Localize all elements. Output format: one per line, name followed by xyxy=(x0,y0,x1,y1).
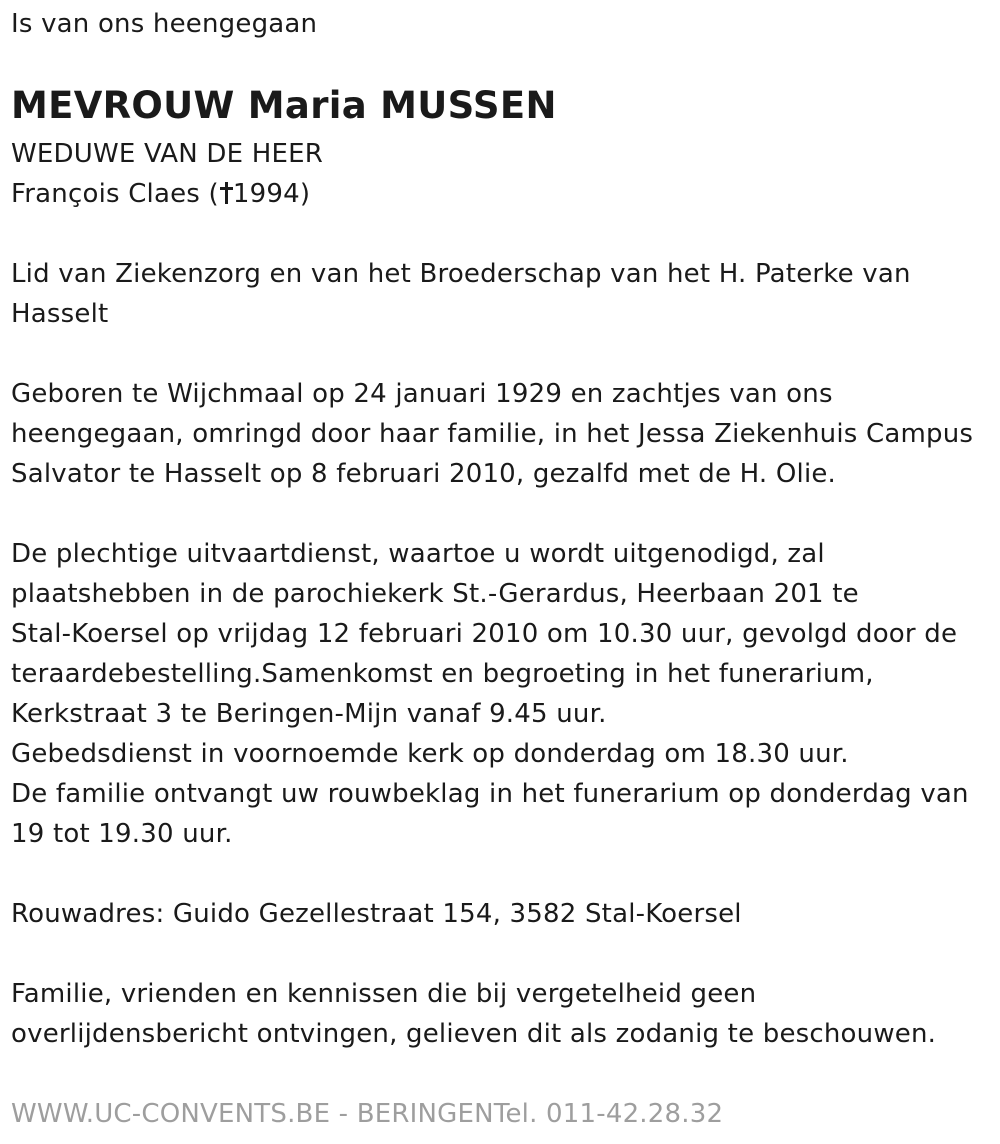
deceased-name: MEVROUW Maria MUSSEN xyxy=(11,84,557,127)
spouse-death-year: 1994) xyxy=(232,179,311,209)
birth-death-line: heengegaan, omringd door haar familie, in het Jessa Ziekenhuis Campus xyxy=(11,419,974,449)
service-line: teraardebestelling.Samenkomst en begroeting in het funerarium, xyxy=(11,659,874,689)
service-line: De familie ontvangt uw rouwbeklag in het funerarium op donderdag van xyxy=(11,779,969,809)
latin-cross-icon xyxy=(220,182,232,204)
service-line: plaatshebben in de parochiekerk St.-Gerardus, Heerbaan 201 te xyxy=(11,579,859,609)
family-note-paragraph xyxy=(11,974,936,1054)
membership-line: Lid van Ziekenzorg en van het Broederschap van het H. Paterke van xyxy=(11,259,911,289)
service-line: De plechtige uitvaartdienst, waartoe u wordt uitgenodigd, zal xyxy=(11,539,825,569)
family-note-line: overlijdensbericht ontvingen, gelieven dit als zodanig te beschouwen. xyxy=(11,1019,937,1049)
family-note-line: Familie, vrienden en kennissen die bij vergetelheid geen xyxy=(11,979,757,1009)
spouse-line xyxy=(11,174,323,214)
mourning-address xyxy=(11,894,742,934)
widow-of-block xyxy=(11,134,323,214)
birth-death-line: Salvator te Hasselt op 8 februari 2010, gezalfd met de H. Olie. xyxy=(11,459,837,489)
membership-line: Hasselt xyxy=(11,299,109,329)
widow-title: WEDUWE VAN DE HEER xyxy=(11,139,323,169)
service-line: 19 tot 19.30 uur. xyxy=(11,819,233,849)
birth-death-line: Geboren te Wijchmaal op 24 januari 1929 en zachtjes van ons xyxy=(11,379,833,409)
spouse-name: François Claes ( xyxy=(11,179,219,209)
birth-death-paragraph xyxy=(11,374,973,494)
footer-contact: WWW.UC-CONVENTS.BE - BERINGENTel. 011-42.28.32 xyxy=(11,1099,724,1129)
service-line: Kerkstraat 3 te Beringen-Mijn vanaf 9.45 uur. xyxy=(11,699,607,729)
service-paragraph xyxy=(11,534,969,854)
membership-paragraph xyxy=(11,254,911,334)
service-line: Stal-Koersel op vrijdag 12 februari 2010 om 10.30 uur, gevolgd door de xyxy=(11,619,958,649)
mourning-address-line: Rouwadres: Guido Gezellestraat 154, 3582 Stal-Koersel xyxy=(11,899,742,929)
intro-text: Is van ons heengegaan xyxy=(11,9,318,39)
service-line: Gebedsdienst in voornoemde kerk op donderdag om 18.30 uur. xyxy=(11,739,849,769)
